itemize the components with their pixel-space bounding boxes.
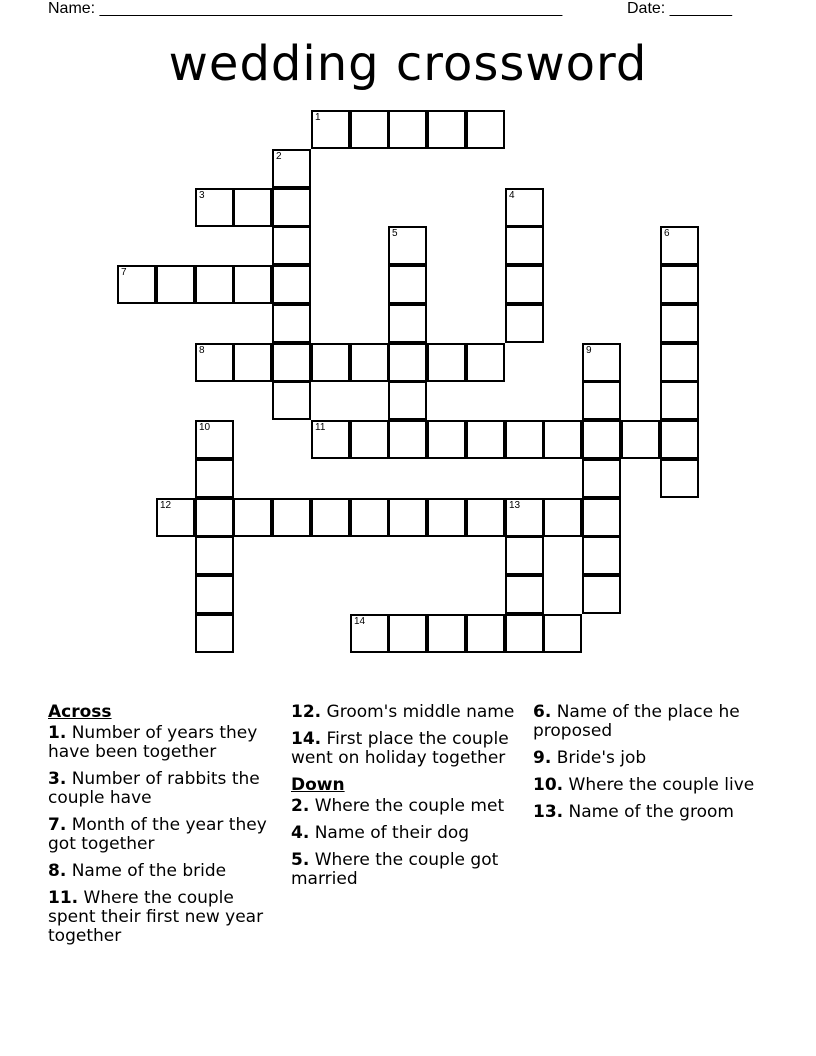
grid-cell[interactable] [466,343,505,382]
grid-cell[interactable] [350,343,389,382]
grid-cell[interactable] [233,343,272,382]
grid-cell[interactable] [388,498,427,537]
clue-down-5: 5. Where the couple got married [291,850,499,889]
grid-cell[interactable] [388,226,427,265]
grid-cell[interactable] [388,265,427,304]
grid-cell[interactable] [427,614,466,653]
clue-across-14: 14. First place the couple went on holiday together [291,729,509,768]
down-heading: Down [291,775,345,795]
grid-cell[interactable] [388,343,427,382]
grid-cell[interactable] [660,343,699,382]
cell-number: 4 [509,190,515,201]
grid-cell[interactable] [427,343,466,382]
cell-number: 14 [354,616,366,627]
grid-cell[interactable] [505,536,544,575]
clue-down-10: 10. Where the couple live [533,775,755,795]
grid-cell[interactable] [505,265,544,304]
grid-cell[interactable] [350,110,389,149]
grid-cell[interactable] [350,420,389,459]
cell-number: 9 [586,345,592,356]
grid-cell[interactable] [505,614,544,653]
grid-cell[interactable] [272,265,311,304]
grid-cell[interactable] [388,110,427,149]
grid-cell[interactable] [195,420,234,459]
grid-cell[interactable] [621,420,660,459]
grid-cell[interactable] [195,459,234,498]
grid-cell[interactable] [505,304,544,343]
grid-cell[interactable] [505,575,544,614]
grid-cell[interactable] [388,381,427,420]
cell-number: 8 [199,345,205,356]
grid-cell[interactable] [233,498,272,537]
grid-cell[interactable] [311,420,350,459]
cell-number: 12 [160,500,172,511]
grid-cell[interactable] [272,498,311,537]
grid-cell[interactable] [233,265,272,304]
grid-cell[interactable] [156,265,195,304]
across-heading: Across [48,702,112,722]
grid-cell[interactable] [660,226,699,265]
clue-down-6: 6. Name of the place he proposed [533,702,740,741]
grid-cell[interactable] [388,304,427,343]
clue-across-1: 1. Number of years they have been together [48,723,258,762]
grid-cell[interactable] [311,110,350,149]
cell-number: 10 [199,422,211,433]
cell-number: 13 [509,500,521,511]
grid-cell[interactable] [427,110,466,149]
grid-cell[interactable] [388,614,427,653]
cell-number: 11 [315,422,326,433]
grid-cell[interactable] [505,420,544,459]
grid-cell[interactable] [660,381,699,420]
grid-cell[interactable] [582,420,621,459]
clues-column-3 [533,703,765,830]
clues-column-2 [291,703,523,897]
grid-cell[interactable] [195,614,234,653]
clue-across-7: 7. Month of the year they got together [48,815,267,854]
grid-cell[interactable] [466,110,505,149]
grid-cell[interactable] [505,498,544,537]
grid-cell[interactable] [660,304,699,343]
grid-cell[interactable] [660,265,699,304]
grid-cell[interactable] [195,265,234,304]
clue-down-2: 2. Where the couple met [291,796,505,816]
cell-number: 6 [664,228,670,239]
grid-cell[interactable] [582,381,621,420]
clue-across-3: 3. Number of rabbits the couple have [48,769,260,808]
grid-cell[interactable] [660,420,699,459]
grid-cell[interactable] [582,343,621,382]
grid-cell[interactable] [388,420,427,459]
clue-down-4: 4. Name of their dog [291,823,470,843]
clue-down-9: 9. Bride's job [533,748,647,768]
name-field[interactable]: Name: ____________________________________________________ [48,0,563,17]
grid-cell[interactable] [543,420,582,459]
clue-across-12: 12. Groom's middle name [291,702,515,722]
grid-cell[interactable] [543,614,582,653]
grid-cell[interactable] [195,536,234,575]
grid-cell[interactable] [582,575,621,614]
date-field[interactable]: Date: _______ [627,0,732,17]
grid-cell[interactable] [272,343,311,382]
grid-cell[interactable] [195,343,234,382]
grid-cell[interactable] [117,265,156,304]
grid-cell[interactable] [505,188,544,227]
cell-number: 5 [392,228,398,239]
grid-cell[interactable] [311,498,350,537]
grid-cell[interactable] [195,188,234,227]
grid-cell[interactable] [350,498,389,537]
clue-across-8: 8. Name of the bride [48,861,227,881]
grid-cell[interactable] [505,226,544,265]
clue-down-13: 13. Name of the groom [533,802,734,822]
grid-cell[interactable] [272,226,311,265]
grid-cell[interactable] [582,498,621,537]
grid-cell[interactable] [272,188,311,227]
grid-cell[interactable] [466,614,505,653]
cell-number: 1 [315,112,321,123]
grid-cell[interactable] [427,420,466,459]
cell-number: 3 [199,190,205,201]
grid-cell[interactable] [660,459,699,498]
grid-cell[interactable] [272,304,311,343]
grid-cell[interactable] [466,498,505,537]
grid-cell[interactable] [195,575,234,614]
clues-column-1 [48,703,280,954]
grid-cell[interactable] [272,149,311,188]
grid-cell[interactable] [543,498,582,537]
grid-cell[interactable] [582,459,621,498]
grid-cell[interactable] [582,536,621,575]
grid-cell[interactable] [233,188,272,227]
grid-cell[interactable] [195,498,234,537]
grid-cell[interactable] [272,381,311,420]
grid-cell[interactable] [311,343,350,382]
grid-cell[interactable] [350,614,389,653]
puzzle-title: wedding crossword [168,36,648,92]
grid-cell[interactable] [156,498,195,537]
grid-cell[interactable] [427,498,466,537]
cell-number: 2 [276,151,282,162]
clue-across-11: 11. Where the couple spent their first new year together [48,888,264,946]
grid-cell[interactable] [466,420,505,459]
cell-number: 7 [121,267,127,278]
